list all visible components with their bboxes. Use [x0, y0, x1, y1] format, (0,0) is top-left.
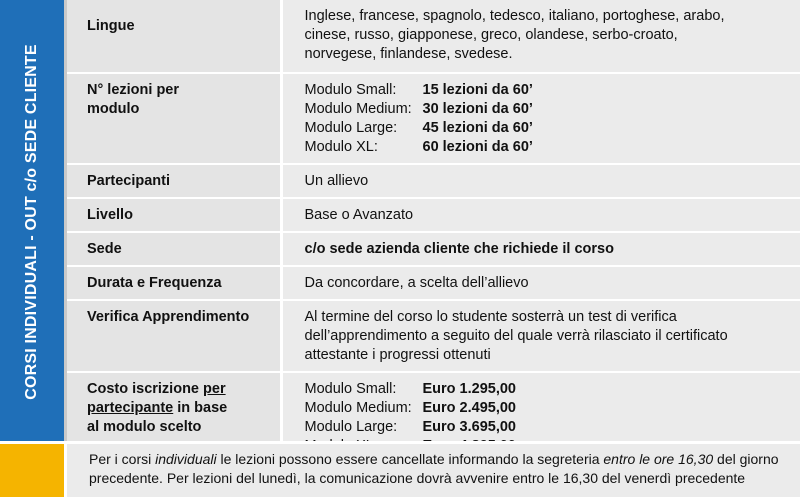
row-label-partecipanti: Partecipanti — [67, 164, 281, 198]
table-row — [67, 232, 800, 266]
row-value-durata: Da concordare, a scelta dell’allievo — [281, 266, 800, 300]
note-accent-block — [0, 441, 64, 497]
module-value: 15 lezioni da 60’ — [422, 82, 533, 98]
module-name: Modulo Large: — [304, 419, 398, 435]
module-name: Modulo Large: — [304, 120, 398, 136]
row-label-livello: Livello — [67, 198, 281, 232]
course-info-table — [67, 0, 800, 464]
row-value-verifica: Al termine del corso lo studente sosterrà un test di verifica dell’apprendimento a seguito del quale verrà rilasciato il certificato attestante i progressi ottenuti — [281, 300, 800, 372]
module-row — [305, 81, 791, 100]
table-row — [67, 300, 800, 372]
module-value: 60 lezioni da 60’ — [422, 139, 533, 155]
table-row — [67, 73, 800, 164]
module-row — [305, 119, 791, 138]
row-label-lingue: Lingue — [67, 0, 281, 73]
note-text: Per i corsi — [89, 451, 156, 467]
price-row — [305, 380, 791, 399]
cancellation-note — [67, 441, 800, 497]
module-row — [305, 100, 791, 119]
module-name: Modulo XL: — [304, 139, 378, 155]
row-label-lezioni: N° lezioni per modulo — [67, 73, 281, 164]
module-price: Euro 1.295,00 — [422, 381, 516, 397]
note-text: le lezioni possono essere cancellate informando la segreteria — [216, 451, 604, 467]
module-value: 45 lezioni da 60’ — [422, 120, 533, 136]
table-row — [67, 0, 800, 73]
note-text: del giorno precedente. Per lezioni del lunedì, la comunicazione dovrà avvenire entro le 16,30 del venerdì precedente — [89, 451, 779, 486]
sidebar-title: CORSI INDIVIDUALI - OUT c/o SEDE CLIENTE — [23, 44, 40, 400]
row-value-livello: Base o Avanzato — [281, 198, 800, 232]
row-value-sede: c/o sede azienda cliente che richiede il corso — [281, 232, 800, 266]
price-row — [305, 418, 791, 437]
row-label-durata: Durata e Frequenza — [67, 266, 281, 300]
row-label-sede: Sede — [67, 232, 281, 266]
module-row — [305, 138, 791, 157]
module-price: Euro 3.695,00 — [422, 419, 516, 435]
note-emphasis: individuali — [155, 451, 217, 467]
module-name: Modulo Medium: — [304, 101, 412, 117]
row-label-verifica: Verifica Apprendimento — [67, 300, 281, 372]
module-name: Modulo Small: — [304, 82, 397, 98]
module-name: Modulo Medium: — [304, 400, 412, 416]
row-value-partecipanti: Un allievo — [281, 164, 800, 198]
module-price: Euro 2.495,00 — [422, 400, 516, 416]
table-row — [67, 164, 800, 198]
table-row — [67, 266, 800, 300]
table-row — [67, 198, 800, 232]
module-name: Modulo Small: — [304, 381, 397, 397]
module-value: 30 lezioni da 60’ — [422, 101, 533, 117]
note-emphasis: entro le ore 16,30 — [603, 451, 714, 467]
price-row — [305, 399, 791, 418]
sidebar-banner — [0, 0, 67, 441]
costo-label-text-end: in base al modulo scelto — [87, 400, 228, 435]
row-value-lingue: Inglese, francese, spagnolo, tedesco, italiano, portoghese, arabo, cinese, russo, giapponese, greco, olandese, serbo-croato, norvegese, finlandese, svedese. — [281, 0, 800, 73]
row-value-lezioni — [281, 73, 800, 164]
costo-label-text: Costo iscrizione — [87, 381, 204, 397]
costo-label-underlined: per partecipante — [87, 381, 226, 416]
